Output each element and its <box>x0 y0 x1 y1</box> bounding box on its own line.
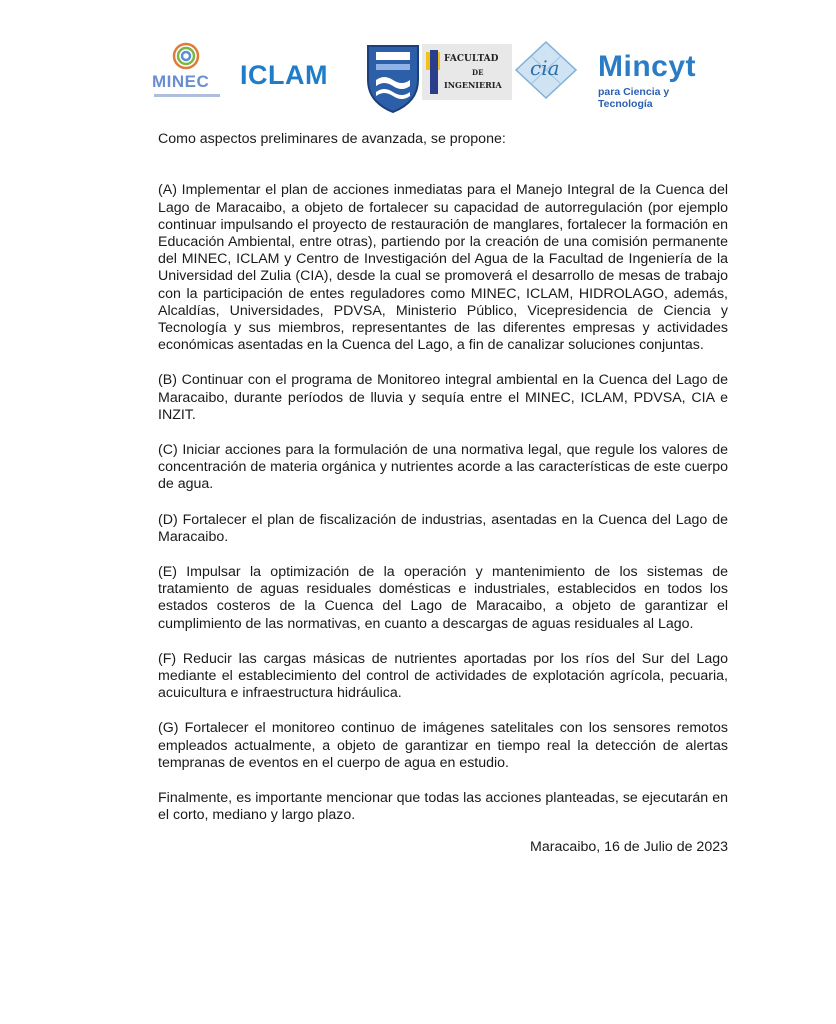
paragraph-b: (B) Continuar con el programa de Monitoreo integral ambiental en la Cuenca del Lago de Maracaibo, durante períodos de lluvia y sequía entre el MINEC, ICLAM, PDVSA, CIA e INZIT. <box>158 372 728 423</box>
facultad-ingenieria-logo <box>422 44 512 100</box>
paragraph-c: (C) Iniciar acciones para la formulación de una normativa legal, que regule los valores de concentración de materia orgánica y nutrientes acorde a las características de este cuerpo de agua. <box>158 442 728 493</box>
paragraph-f: (F) Reducir las cargas másicas de nutrientes aportadas por los ríos del Sur del Lago mediante el establecimiento del control de actividades de explotación agrícola, pecuaria, acuicultura e infraestructura hidráulica. <box>158 650 728 702</box>
mincyt-logo-text: Mincyt <box>598 50 697 83</box>
paragraph-g: (G) Fortalecer el monitoreo continuo de imágenes satelitales con los sensores remotos empleados actualmente, a objeto de garantizar en tiempo real la detección de alertas tempranas de eventos en el cuerpo de agua en estudio. <box>158 720 728 771</box>
mincyt-logo <box>598 52 720 110</box>
closing-paragraph: Finalmente, es importante mencionar que todas las acciones planteadas, se ejecutarán en el corto, mediano y largo plazo. <box>158 790 728 824</box>
university-shield-icon <box>364 40 422 114</box>
facultad-logo-line-2: DE <box>472 68 484 77</box>
paragraph-e: (E) Impulsar la optimización de la operación y mantenimiento de los sistemas de tratamiento de aguas residuales domésticas e industriales, establecidos en todos los estados costeros de la Cuenca del Lago de Maracaibo, a objeto de garantizar el cumplimiento de las normativas, en cuanto a descargas de aguas residuales al Lago. <box>158 564 728 632</box>
minec-logo <box>152 42 222 102</box>
iclam-logo: ICLAM <box>240 60 328 90</box>
facultad-logo-line-3: INGENIERIA <box>444 80 502 90</box>
date-line: Maracaibo, 16 de Julio de 2023 <box>530 839 728 855</box>
letter-body <box>158 131 728 843</box>
minec-logo-text: MINEC <box>152 72 210 91</box>
cia-logo <box>514 40 578 100</box>
mincyt-tagline: para Ciencia y Tecnología <box>598 86 670 110</box>
facultad-logo-bar <box>430 50 438 94</box>
intro-paragraph: Como aspectos preliminares de avanzada, se propone: <box>158 131 506 147</box>
paragraph-d: (D) Fortalecer el plan de fiscalización de industrias, asentadas en la Cuenca del Lago de Maracaibo. <box>158 511 728 545</box>
minec-swirl-icon <box>172 42 200 70</box>
header-logos <box>150 38 720 118</box>
paragraph-a-text: (A) Implementar el plan de acciones inmediatas para el Manejo Integral de la Cuenca del Lago de Maracaibo, a objeto de fortalecer su capacidad de autorregulación (por ejemplo continuar impulsando el proyecto de restauración de manglares, fortalecer la formación en Educación Ambiental, entre otras), partiendo por la creación de una comisión permanente del MINEC, ICLAM y Centro de Investigación del Agua de la Facultad de Ingeniería de la Universidad del Zulia (CIA), desde la cual se promoverá el desarrollo de mesas de trabajo con la participación de entes reguladores como MINEC, ICLAM, HIDROLAGO, además, Alcaldías, Universidades, PDVSA, Ministerio Público, Vicepresidencia de Ciencia y Tecnología y sus miembros, representantes de las diferentes empresas y actividades económicas asentadas en la Cuenca del Lago, a fin de canalizar soluciones conjuntas. <box>158 182 728 354</box>
facultad-logo-line-1: FACULTAD <box>444 54 499 64</box>
cia-logo-text: cia <box>530 56 560 80</box>
paragraph-a <box>158 165 728 354</box>
minec-logo-underline <box>154 94 220 97</box>
